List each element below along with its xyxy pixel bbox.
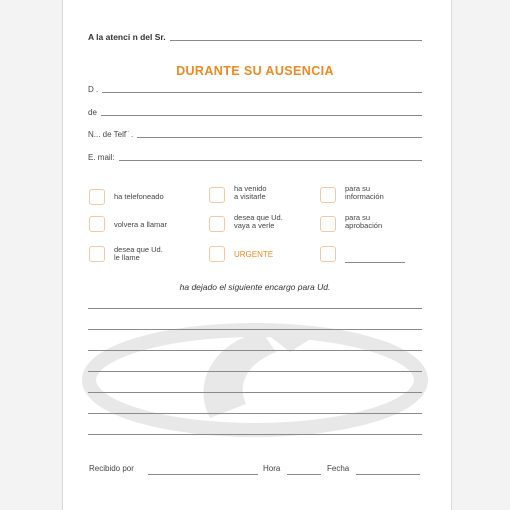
attention-label: A la atenci n del Sr. [88,32,166,42]
time-label: Hora [263,464,281,473]
message-label: ha dejado el siguiente encargo para Ud. [179,282,331,292]
checkbox-ha-venido[interactable] [209,187,225,203]
message-line[interactable] [88,391,422,393]
attention-row [88,32,422,42]
date-label: Fecha [327,464,350,473]
of-row [88,108,422,117]
option-volvera-llamar-label: volvera a llamar [114,220,167,229]
attention-field[interactable] [170,39,422,41]
checkbox-le-llame[interactable] [89,246,105,262]
checkbox-urgente[interactable] [209,246,225,262]
checkbox-other[interactable] [320,246,336,262]
phone-label: N... de Telf¨ . [88,130,134,139]
email-row [88,153,422,162]
message-line[interactable] [88,370,422,372]
time-field[interactable] [287,473,321,475]
phone-field[interactable] [137,136,422,138]
form-title: DURANTE SU AUSENCIA [176,64,334,78]
option-urgente-label: URGENTE [234,250,274,259]
checkbox-informacion[interactable] [320,187,336,203]
email-label: E. mail: [88,153,115,162]
of-field[interactable] [101,114,422,116]
option-vaya-verle-label: desea que Ud. vaya a verle [234,213,283,230]
phone-row [88,130,422,139]
of-label: de [88,108,97,117]
from-row [88,85,422,94]
option-le-llame-label: desea que Ud. le llame [114,245,163,262]
received-by-label: Recibido por [89,464,134,473]
option-informacion-label: para su información [345,184,384,201]
checkbox-aprobacion[interactable] [320,216,336,232]
message-line[interactable] [88,412,422,414]
from-field[interactable] [102,91,422,93]
email-field[interactable] [119,159,422,161]
message-line[interactable] [88,307,422,309]
received-by-field[interactable] [148,473,258,475]
option-telefoneado-label: ha telefoneado [114,192,164,201]
message-line[interactable] [88,349,422,351]
date-field[interactable] [356,473,420,475]
option-aprobacion-label: para su aprobación [345,213,383,230]
checkbox-volvera-llamar[interactable] [89,216,105,232]
checkbox-telefoneado[interactable] [89,189,105,205]
other-option-field[interactable] [345,261,405,263]
footer-row [88,464,422,476]
checkbox-vaya-verle[interactable] [209,216,225,232]
from-label: D . [88,85,99,94]
message-line[interactable] [88,328,422,330]
message-line[interactable] [88,433,422,435]
option-ha-venido-label: ha venido a visitarle [234,184,267,201]
